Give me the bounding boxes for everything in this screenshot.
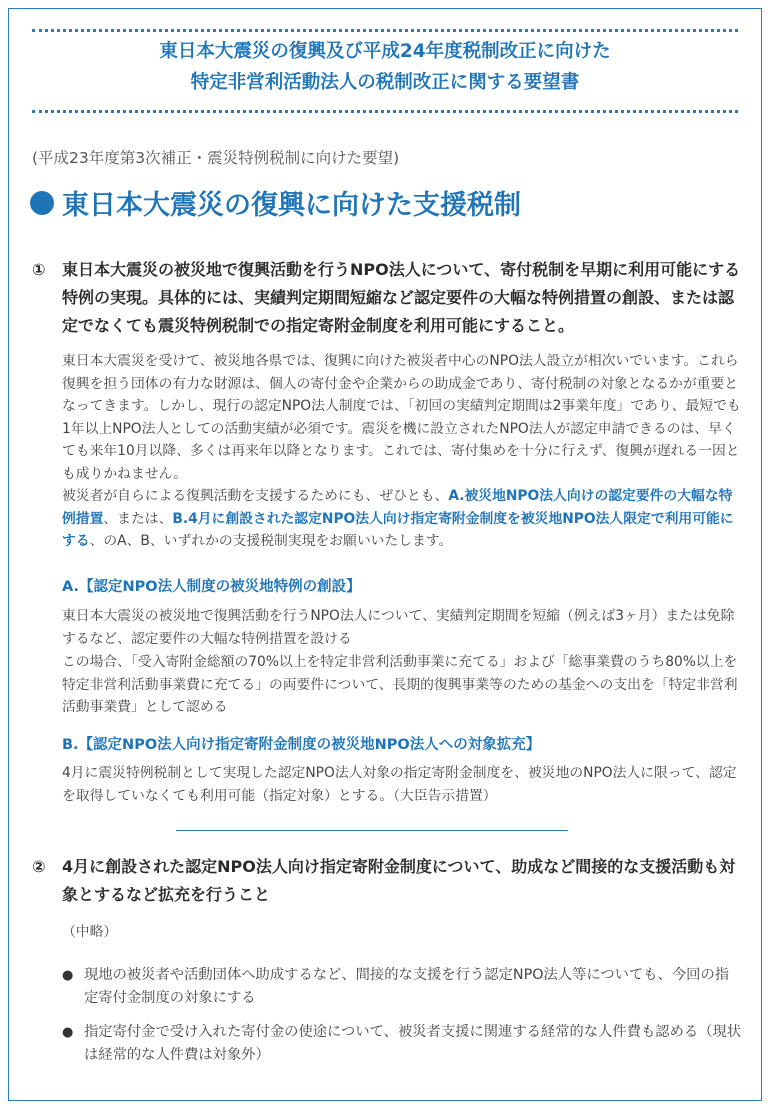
para2-text-a: 被災者が自らによる復興活動を支援するためにも、ぜひとも、: [62, 488, 449, 504]
top-dotted-divider: [32, 29, 738, 32]
section-heading-text: 東日本大震災の復興に向けた支援税制: [62, 190, 521, 221]
request-item-2: [32, 853, 742, 909]
para2-highlight-b: B.4月に創設された認定NPO法人向け指定寄附金制度を被災地NPO法人限定で利用可能にする: [62, 510, 734, 549]
item1-paragraph-1: 東日本大震災を受けて、被災地各県では、復興に向けた被災者中心のNPO法人設立が相次いでいます。これら復興を担う団体の有力な財源は、個人の寄付金や企業からの助成金であり、寄付税制の対象となるかが重要となってきます。しかし、現行の認定NPO法人制度では、「初回の実績判定期間は2事業年度」であり、最短でも1年以上NPO法人としての活動実績が必須です。震災を機に設立されたNPO法人が認定申請できるのは、早くても来年10月以降、多くは再来年以降となります。これでは、寄付集めを十分に行えず、復興が遅れる一因とも成りかねません。: [62, 353, 741, 482]
item-number: ②: [32, 857, 46, 876]
horizontal-divider: [176, 830, 568, 831]
subtitle: (平成23年度第3次補正・震災特例税制に向けた要望): [32, 149, 400, 167]
item1-paragraph-2: [62, 485, 742, 553]
list-item-text: 現地の被災者や活動団体へ助成するなど、間接的な支援を行う認定NPO法人等についても、今回の指定寄付金制度の対象にする: [84, 967, 730, 1006]
para2-highlight-a: A.被災地NPO法人向けの認定要件の大幅な特例措置: [62, 488, 733, 527]
item-number: ①: [32, 260, 46, 279]
section-b-text: 4月に震災特例税制として実現した認定NPO法人対象の指定寄附金制度を、被災地のNPO法人に限って、認定を取得していなくても利用可能（指定対象）とする。（大臣告示措置）: [62, 765, 737, 804]
list-item: [62, 964, 742, 1010]
bottom-dotted-divider: [32, 110, 738, 113]
bullet-icon: ●: [62, 1025, 74, 1040]
section-a-text-2: この場合、「受入寄附金総額の70%以上を特定非営利活動事業に充てる」および「総事業費のうち80%以上を特定非営利活動事業費に充てる」の両要件について、長期的復興事業等のための基金への支出を「特定非営利活動事業費」として認める: [62, 654, 738, 715]
page-title-line2: 特定非営利活動法人の税制改正に関する要望書: [190, 72, 580, 93]
item-text: 東日本大震災の被災地で復興活動を行うNPO法人について、寄付税制を早期に利用可能にする特例の実現。具体的には、実績判定期間短縮など認定要件の大幅な特例措置の創設、または認定でなくても震災特例税制での指定寄附金制度を利用可能にすること。: [62, 260, 741, 335]
section-a-title: A.【認定NPO法人制度の被災地特例の創設】: [62, 579, 361, 595]
list-item: [62, 1021, 742, 1067]
section-a-text-1: 東日本大震災の被災地で復興活動を行うNPO法人について、実績判定期間を短縮（例えば3ヶ月）または免除するなど、認定要件の大幅な特例措置を設ける: [62, 608, 735, 647]
para2-text-c: 、または、: [103, 510, 173, 527]
bullet-icon: ●: [62, 968, 74, 983]
list-item-text: 指定寄付金で受け入れた寄付金の使途について、被災者支援に関連する経常的な人件費も認める（現状は経常的な人件費は対象外）: [84, 1024, 742, 1063]
omitted-note: （中略）: [62, 924, 118, 940]
bullet-circle-icon: [30, 191, 54, 215]
para2-text-e: 、のA、B、いずれかの支援税制実現をお願いいたします。: [89, 533, 453, 549]
page-title-line1: 東日本大震災の復興及び平成24年度税制改正に向けた: [159, 41, 611, 62]
section-b-title: B.【認定NPO法人向け指定寄附金制度の被災地NPO法人への対象拡充】: [62, 737, 541, 753]
request-item-1: [32, 256, 742, 340]
item-text: 4月に創設された認定NPO法人向け指定寄附金制度について、助成など間接的な支援活動も対象とするなど拡充を行うこと: [62, 857, 736, 904]
section-heading: [30, 183, 521, 222]
